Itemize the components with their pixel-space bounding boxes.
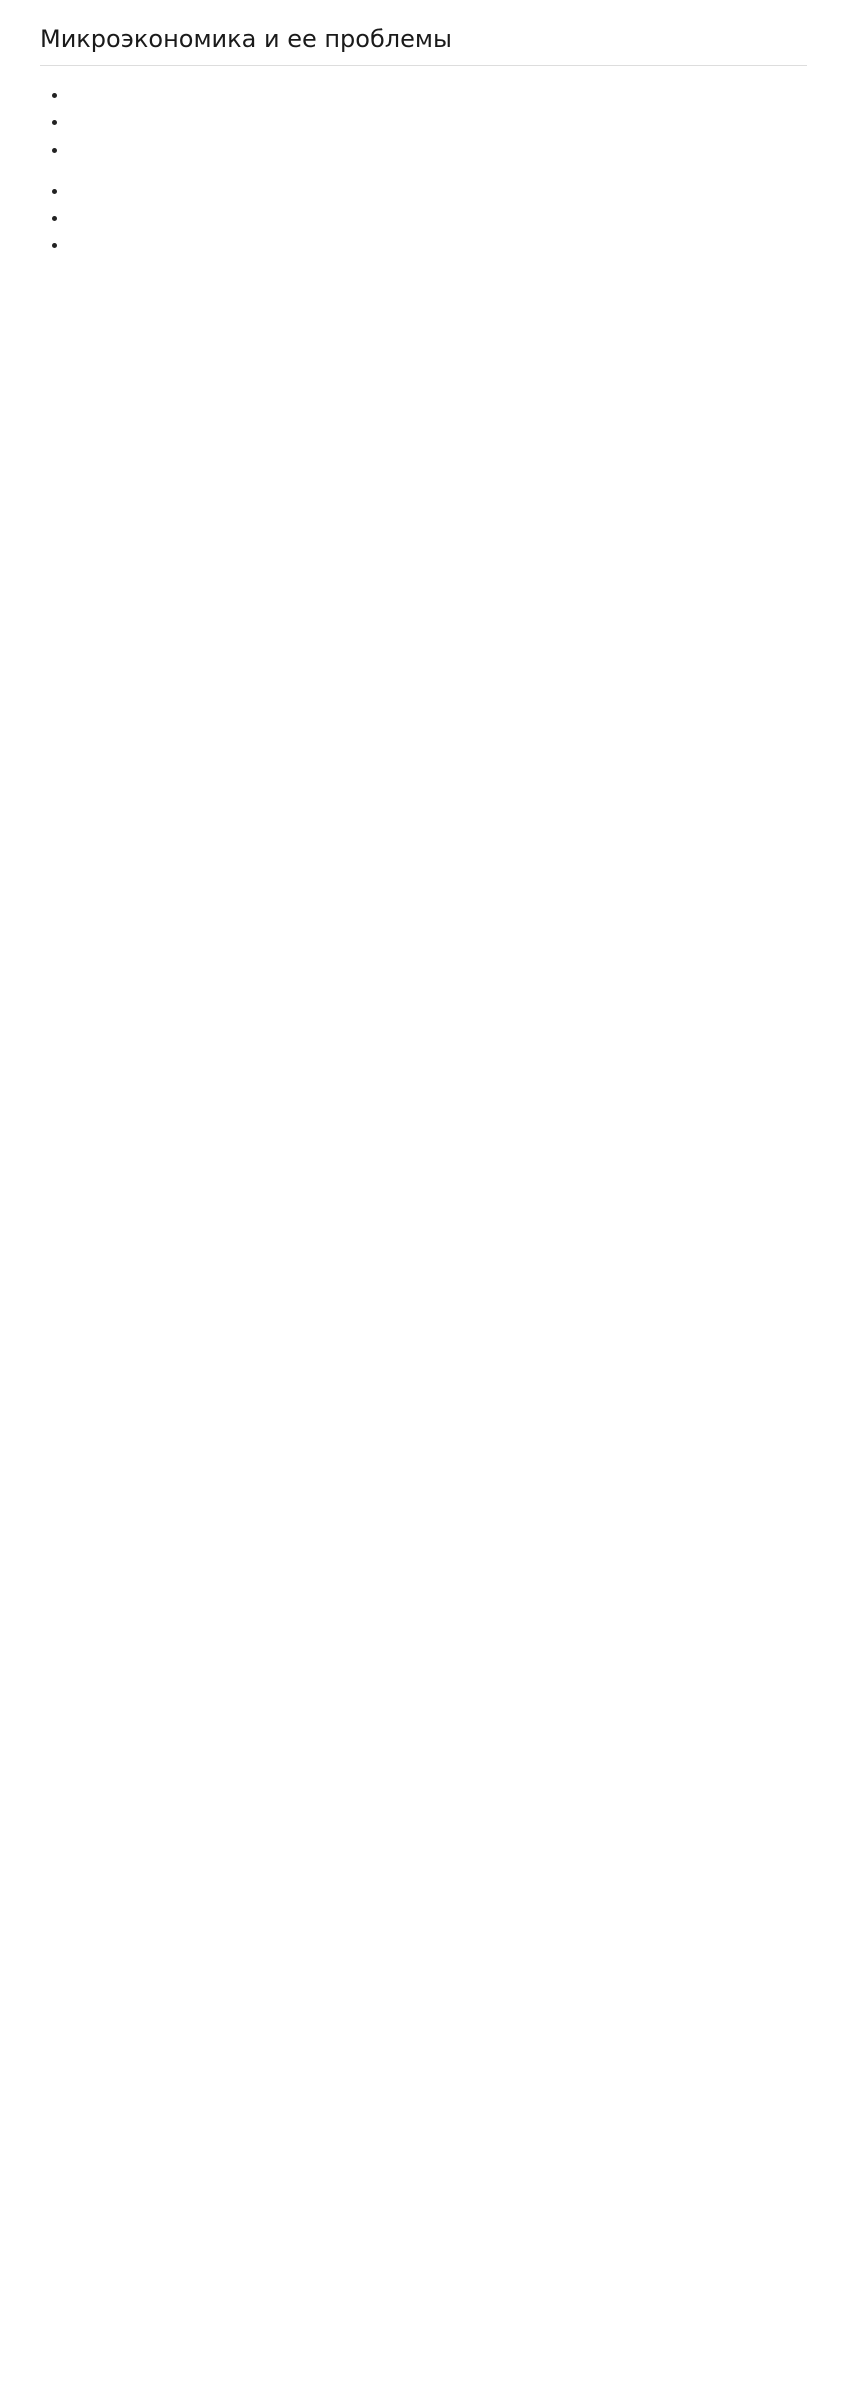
list-item [68, 234, 807, 257]
bullet-list [68, 180, 807, 258]
list-item [68, 180, 807, 203]
list-item [68, 111, 807, 134]
document-section [40, 180, 807, 258]
document-section [40, 84, 807, 162]
page-title: Микроэкономика и ее проблемы [40, 24, 807, 66]
list-item [68, 139, 807, 162]
list-item [68, 84, 807, 107]
list-item [68, 207, 807, 230]
bullet-list [68, 84, 807, 162]
